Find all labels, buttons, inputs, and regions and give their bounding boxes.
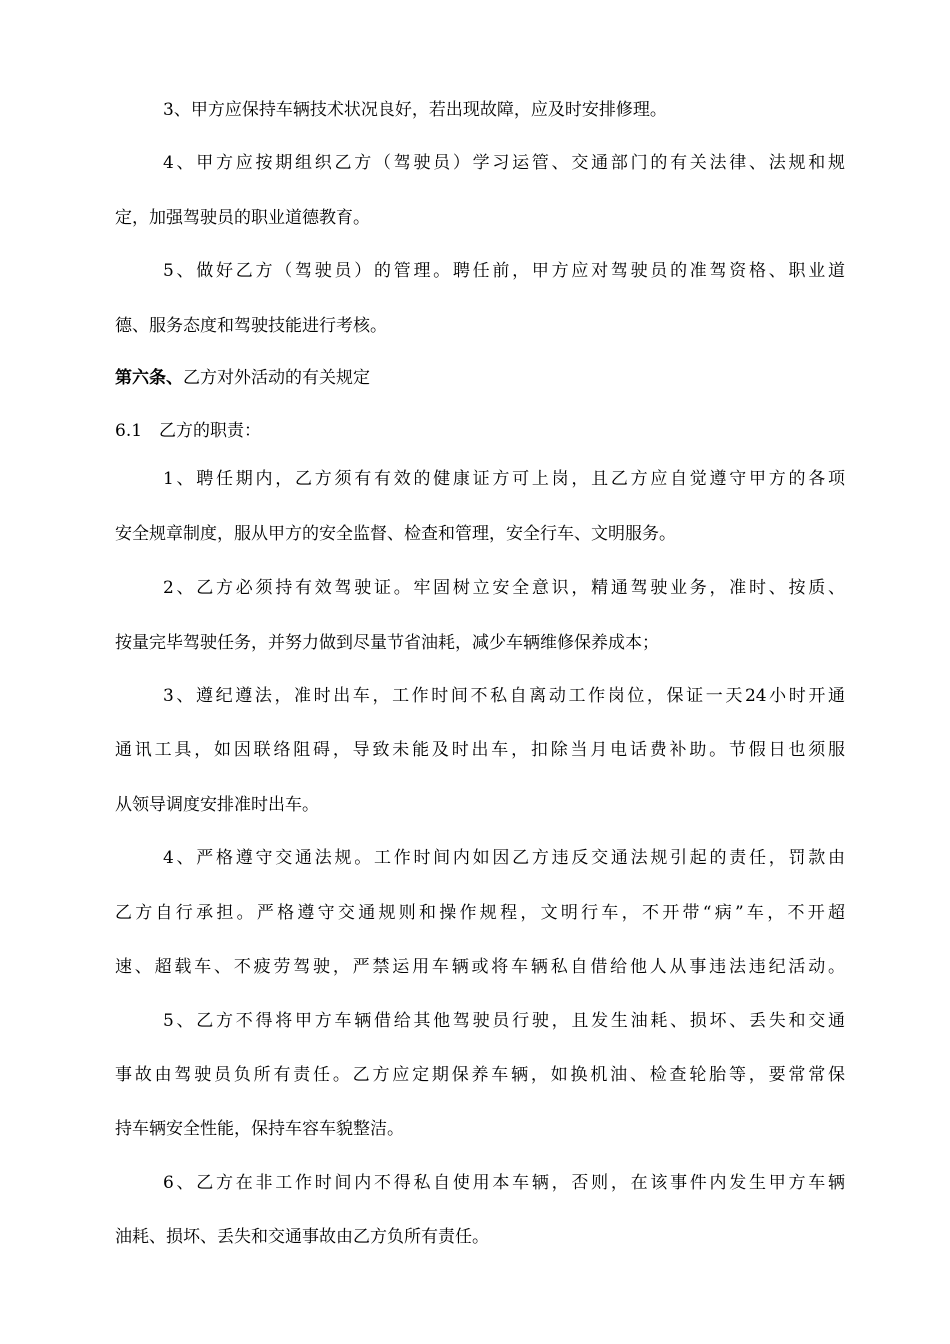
article-6-label: 第六条、 <box>115 368 183 388</box>
section-6-1-heading: 6.1 乙方的职责： <box>115 421 262 441</box>
clause-6-1-3-line-1: 3、遵纪遵法，准时出车，工作时间不私自离动工作岗位，保证一天24小时开通 <box>163 686 845 706</box>
clause-5-4-line-1: 4、甲方应按期组织乙方（驾驶员）学习运管、交通部门的有关法律、法规和规 <box>163 153 845 173</box>
clause-6-1-3-line-3: 从领导调度安排准时出车。 <box>115 795 319 815</box>
clause-6-1-4-line-3: 速、超载车、不疲劳驾驶，严禁运用车辆或将车辆私自借给他人从事违法违纪活动。 <box>115 957 845 977</box>
clause-5-5-line-1: 5、做好乙方（驾驶员）的管理。聘任前，甲方应对驾驶员的准驾资格、职业道 <box>163 261 845 281</box>
clause-5-3: 3、甲方应保持车辆技术状况良好，若出现故障，应及时安排修理。 <box>163 100 667 120</box>
clause-6-1-5-line-2: 事故由驾驶员负所有责任。乙方应定期保养车辆，如换机油、检查轮胎等，要常常保 <box>115 1065 845 1085</box>
clause-6-1-1-line-2: 安全规章制度，服从甲方的安全监督、检查和管理，安全行车、文明服务。 <box>115 524 676 544</box>
clause-6-1-5-line-1: 5、乙方不得将甲方车辆借给其他驾驶员行驶，且发生油耗、损坏、丢失和交通 <box>163 1011 845 1031</box>
clause-6-1-2-line-2: 按量完毕驾驶任务，并努力做到尽量节省油耗，减少车辆维修保养成本； <box>115 633 659 653</box>
clause-6-1-2-line-1: 2、乙方必须持有效驾驶证。牢固树立安全意识，精通驾驶业务，准时、按质、 <box>163 578 845 598</box>
clause-6-1-4-line-2: 乙方自行承担。严格遵守交通规则和操作规程，文明行车，不开带“病”车，不开超 <box>115 903 845 923</box>
article-6-heading <box>115 366 845 390</box>
clause-6-1-6-line-1: 6、乙方在非工作时间内不得私自使用本车辆，否则，在该事件内发生甲方车辆 <box>163 1173 845 1193</box>
clause-6-1-6-line-2: 油耗、损坏、丢失和交通事故由乙方负所有责任。 <box>115 1227 489 1247</box>
clause-5-5-line-2: 德、服务态度和驾驶技能进行考核。 <box>115 316 387 336</box>
clause-6-1-4-line-1: 4、严格遵守交通法规。工作时间内如因乙方违反交通法规引起的责任，罚款由 <box>163 848 845 868</box>
clause-6-1-5-line-3: 持车辆安全性能，保持车容车貌整洁。 <box>115 1119 404 1139</box>
article-6-title: 乙方对外活动的有关规定 <box>183 368 370 388</box>
clause-5-4-line-2: 定，加强驾驶员的职业道德教育。 <box>115 208 370 228</box>
clause-6-1-3-line-2: 通讯工具，如因联络阻碍，导致未能及时出车，扣除当月电话费补助。节假日也须服 <box>115 740 845 760</box>
clause-6-1-1-line-1: 1、聘任期内，乙方须有有效的健康证方可上岗，且乙方应自觉遵守甲方的各项 <box>163 469 845 489</box>
